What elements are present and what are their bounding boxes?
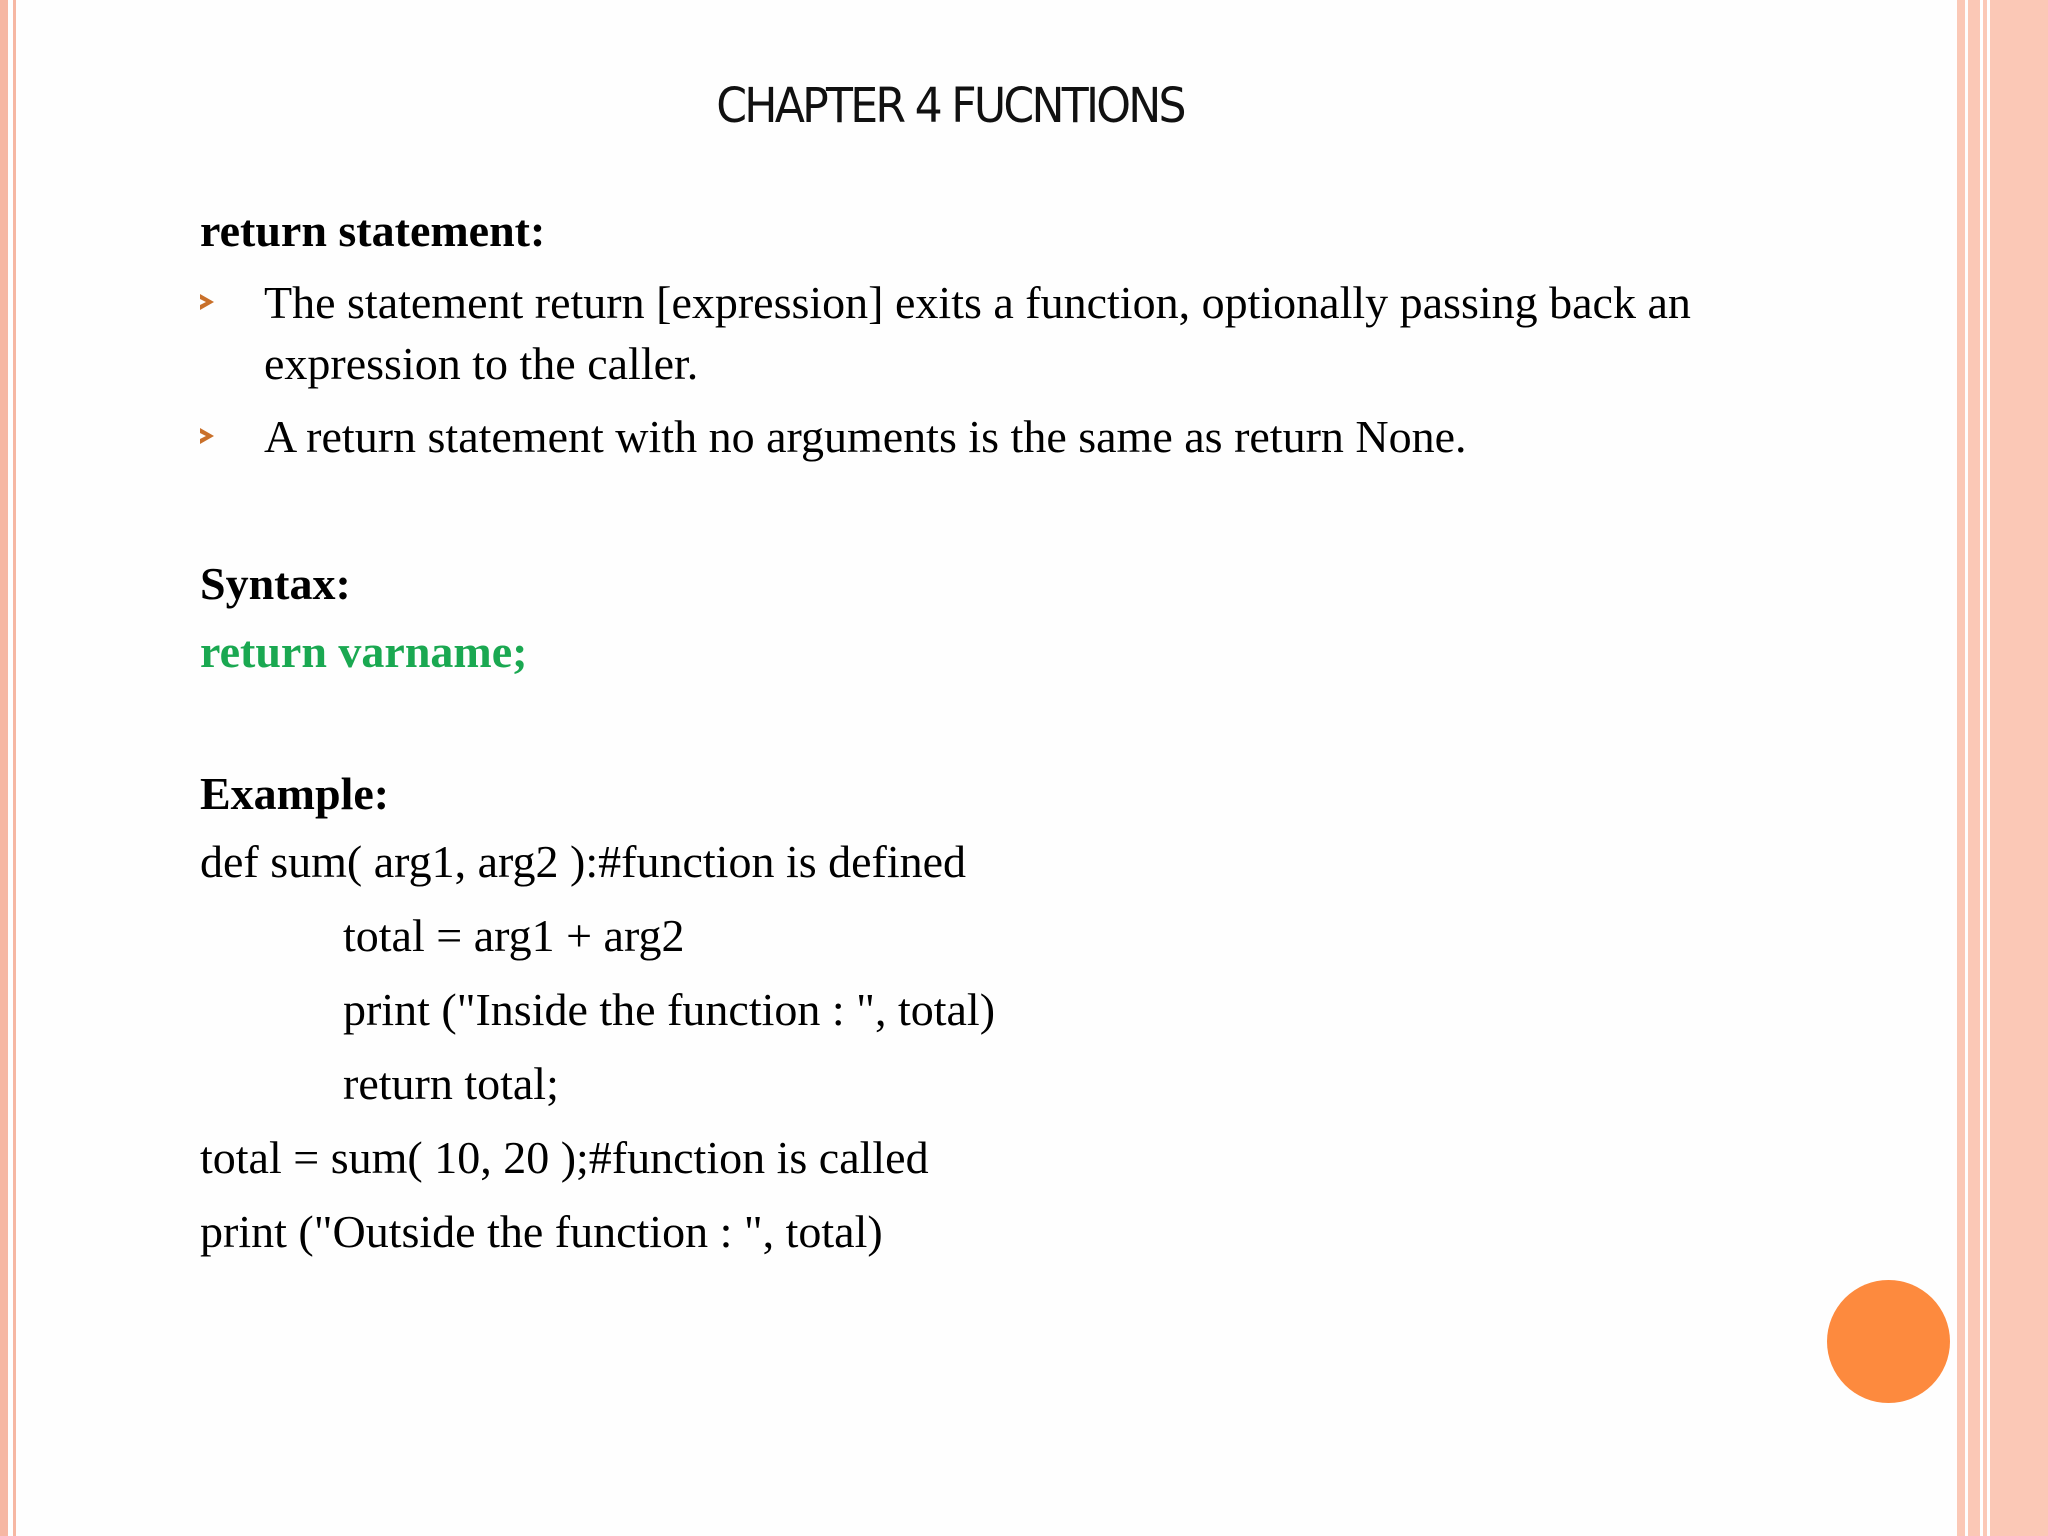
right-border-stripe — [1983, 0, 1987, 1536]
left-border-stripe-thin — [13, 0, 16, 1536]
code-line: return total; — [343, 1058, 559, 1109]
bullet-list — [200, 272, 1880, 467]
code-line: def sum( arg1, arg2 ):#function is defined — [200, 836, 967, 887]
code-line: total = arg1 + arg2 — [343, 910, 685, 961]
example-heading: Example: — [200, 768, 390, 819]
right-border-band — [1990, 0, 2048, 1536]
arrow-bullet-icon — [200, 294, 214, 310]
code-line: total = sum( 10, 20 );#function is called — [200, 1132, 929, 1183]
return-statement-heading: return statement: — [200, 205, 546, 256]
syntax-code: return varname; — [200, 626, 528, 677]
code-line: print ("Inside the function : ", total) — [343, 984, 996, 1035]
example-code-block — [200, 825, 1880, 1269]
right-border-stripe — [1957, 0, 1965, 1536]
bullet-item — [200, 272, 1880, 394]
right-border-stripe — [1968, 0, 1980, 1536]
code-line: print ("Outside the function : ", total) — [200, 1206, 883, 1257]
arrow-bullet-icon — [200, 428, 214, 444]
slide-content — [200, 200, 1880, 1269]
left-border-stripe — [0, 0, 8, 1536]
bullet-text: The statement return [expression] exits a function, optionally passing back an expression to the caller. — [264, 277, 1691, 389]
bullet-text: A return statement with no arguments is the same as return None. — [264, 411, 1467, 462]
syntax-heading: Syntax: — [200, 558, 351, 609]
bullet-item — [200, 406, 1880, 467]
orange-circle-decoration — [1827, 1280, 1950, 1403]
slide-title: CHAPTER 4 FUCNTIONS — [716, 78, 1184, 134]
